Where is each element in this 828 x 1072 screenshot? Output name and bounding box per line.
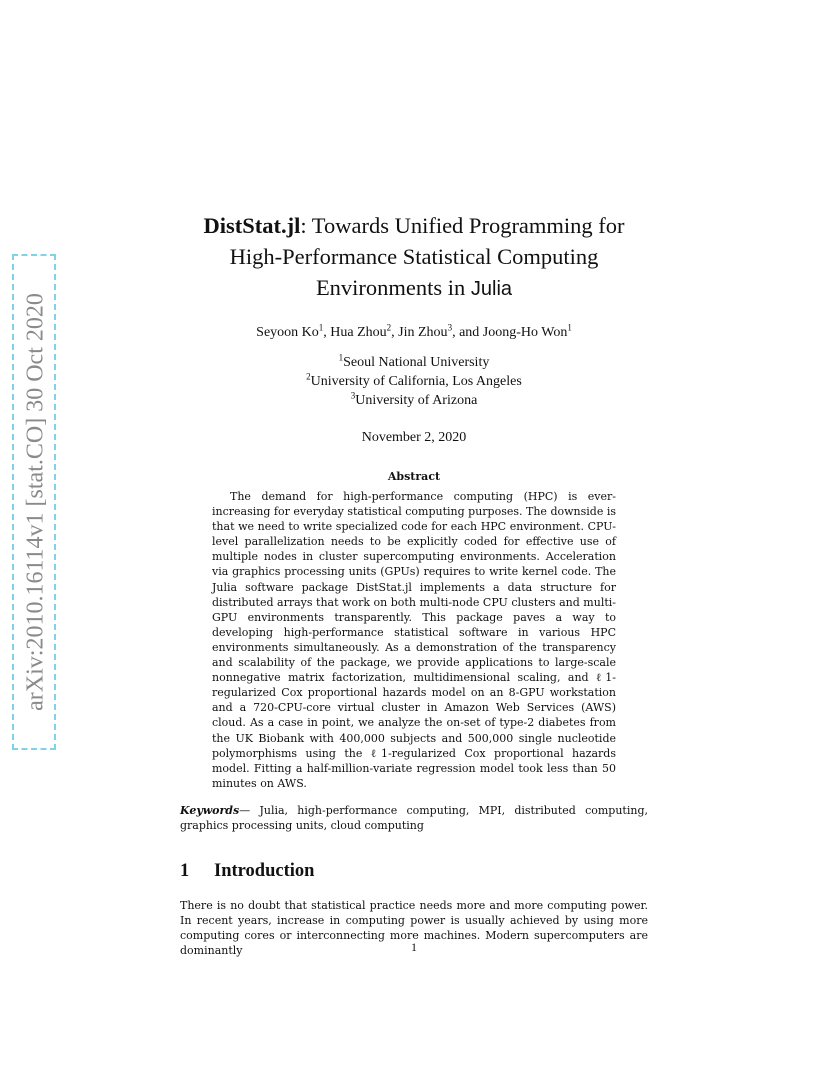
title-line-2: High-Performance Statistical Computing xyxy=(229,244,599,269)
author: and Joong-Ho Won xyxy=(459,325,568,340)
title-line-3: Environments in xyxy=(315,275,471,300)
author: Hua Zhou xyxy=(330,325,387,340)
author: Seyoon Ko xyxy=(256,325,319,340)
section-title: Introduction xyxy=(214,860,315,881)
affiliation: $^3$University of Arizona xyxy=(350,390,478,408)
title-package: DistStat.jl xyxy=(203,213,301,238)
paper-date: November 2, 2020 xyxy=(361,430,467,445)
author-list: Seyoon Ko$^1$, Hua Zhou$^2$, Jin Zhou$^3$, and Joong-Ho Won$^1$ xyxy=(256,322,572,340)
title-julia: Julia xyxy=(470,278,513,300)
page-number: 1 xyxy=(411,940,417,954)
paper-page xyxy=(180,210,648,958)
affiliation: $^2$University of California, Los Angeles xyxy=(306,371,522,389)
section-number: 1 xyxy=(180,860,190,881)
abstract-heading: Abstract xyxy=(387,470,441,483)
intro-paragraph: There is no doubt that statistical practice needs more and more computing power. In recent years, increase in computing power is usually achieved by using more computing cores or interconnecting more machines. Modern supercomputers are dominantly xyxy=(180,898,648,958)
section-heading xyxy=(180,861,648,882)
keywords xyxy=(180,803,648,833)
keywords-text: — Julia, high-performance computing, MPI, distributed computing, graphics processing units, cloud computing xyxy=(180,803,648,832)
arxiv-stamp: arXiv:2010.16114v1 [stat.CO] 30 Oct 2020 xyxy=(22,293,49,711)
paper-title xyxy=(180,210,648,305)
author: Jin Zhou xyxy=(398,325,448,340)
affiliation: $^1$Seoul National University xyxy=(338,352,490,370)
title-rest: : Towards Unified Programming for xyxy=(300,213,625,238)
abstract-body xyxy=(212,489,616,791)
keywords-label: Keywords xyxy=(180,803,240,817)
abstract-text: The demand for high-performance computing (HPC) is ever-increasing for everyday statistical computing purposes. The downside is that we need to write specialized code for each HPC environment. CPU-level parallelization needs to be explicitly coded for effective use of multiple nodes in cluster supercomputing environments. Acceleration via graphics processing units (GPUs) requires to write kernel code. The Julia software package DistStat.jl implements a data structure for distributed arrays that work on both multi-node CPU clusters and multi-GPU environments transparently. This package paves a way to developing high-performance statistical software in various HPC environments simultaneously. As a demonstration of the transparency and scalability of the package, we provide applications to large-scale nonnegative matrix factorization, multidimensional scaling, and ℓ1-regularized Cox proportional hazards model on an 8-GPU workstation and a 720-CPU-core virtual cluster in Amazon Web Services (AWS) cloud. As a case in point, we analyze the on-set of type-2 diabetes from the UK Biobank with 400,000 subjects and 500,000 single nucleotide polymorphisms using the ℓ1-regularized Cox proportional hazards model. Fitting a half-million-variate regression model took less than 50 minutes on AWS. xyxy=(212,490,616,790)
affiliations xyxy=(180,353,648,410)
